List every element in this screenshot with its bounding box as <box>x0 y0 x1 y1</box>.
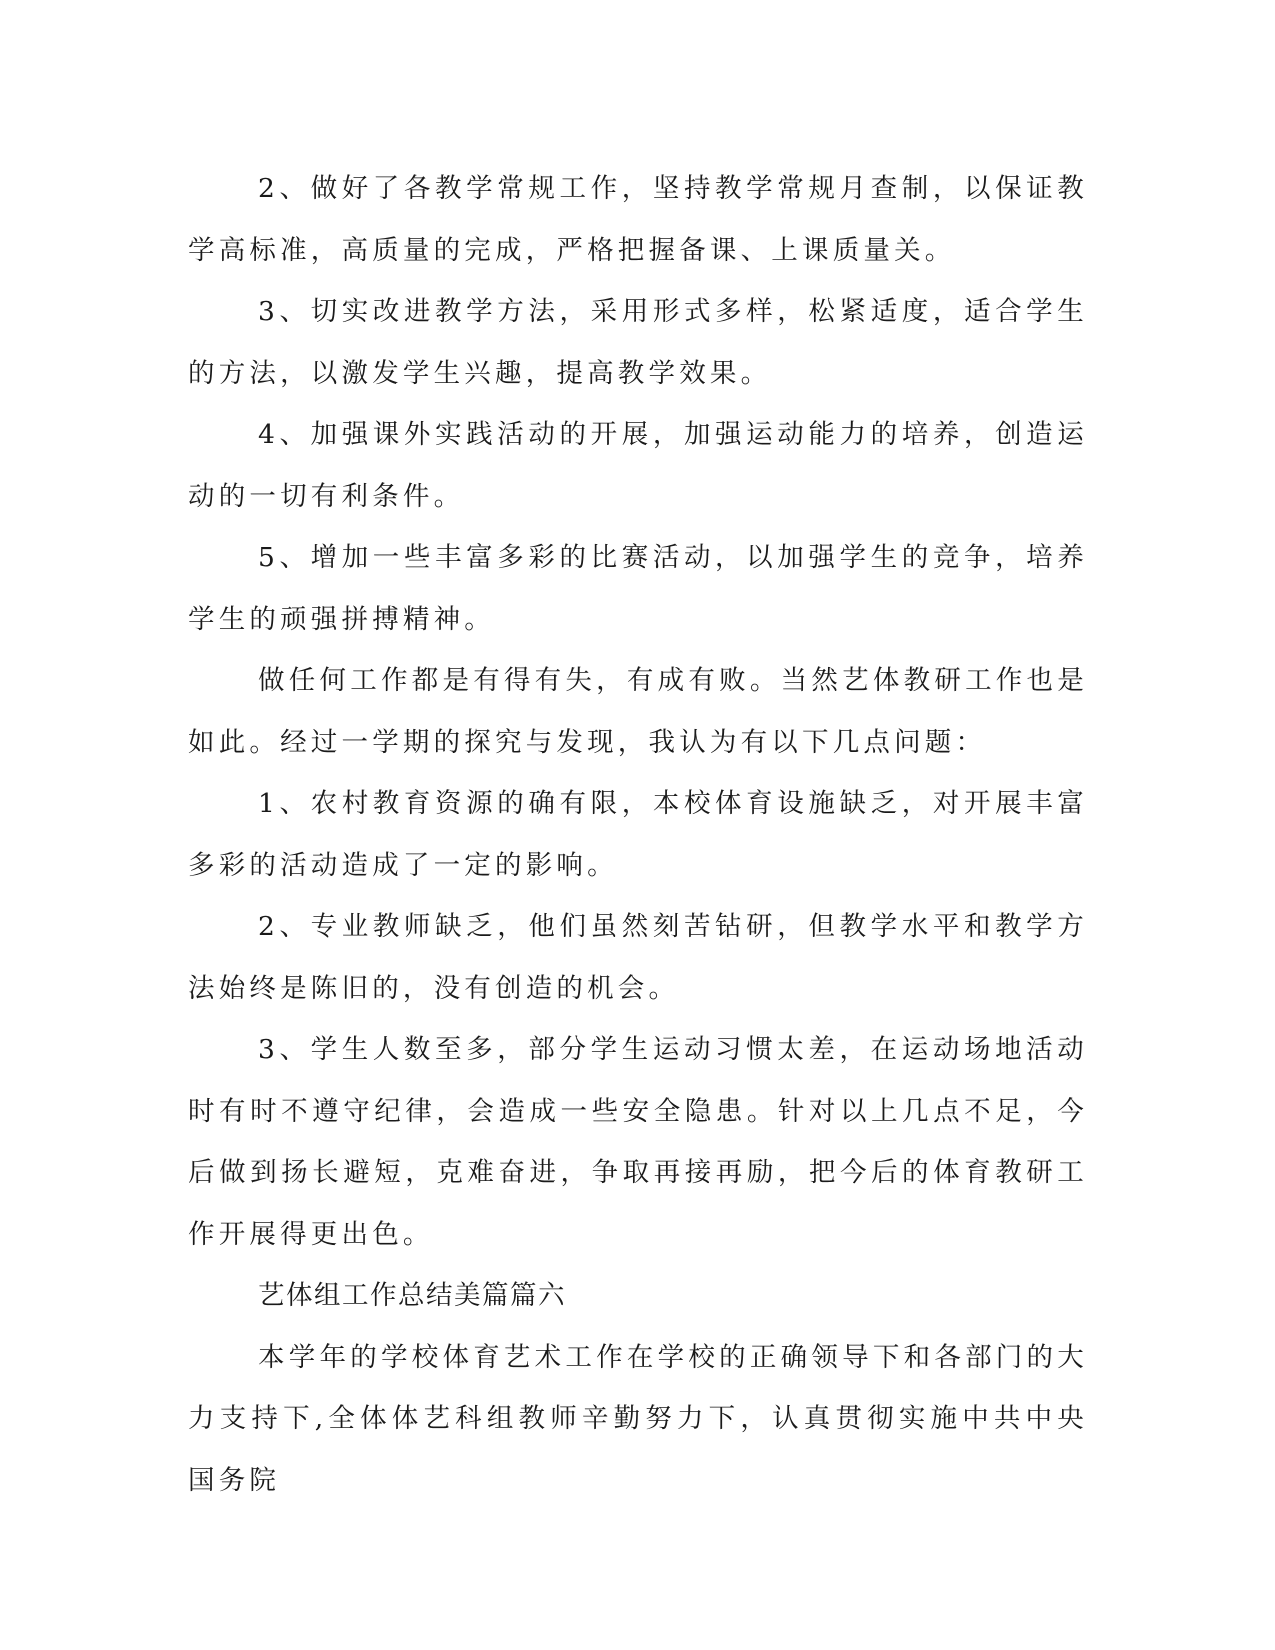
paragraph-item-4-activities: 4、加强课外实践活动的开展，加强运动能力的培养，创造运动的一切有利条件。 <box>188 419 1088 512</box>
document-body <box>188 158 1088 1511</box>
paragraph-problem-1-resources: 1、农村教育资源的确有限，本校体育设施缺乏，对开展丰富多彩的活动造成了一定的影响。 <box>188 788 1088 881</box>
section-heading: 艺体组工作总结美篇篇六 <box>258 1280 566 1311</box>
paragraph-closing: 本学年的学校体育艺术工作在学校的正确领导下和各部门的大力支持下,全体体艺科组教师辛勤努力下，认真贯彻实施中共中央国务院 <box>188 1341 1088 1496</box>
paragraph-problem-3-students: 3、学生人数至多，部分学生运动习惯太差，在运动场地活动时有时不遵守纪律，会造成一些安全隐患。针对以上几点不足，今后做到扬长避短，克难奋进，争取再接再励，把今后的体育教研工作开展得更出色。 <box>188 1034 1088 1250</box>
paragraph-item-3-methods: 3、切实改进教学方法，采用形式多样，松紧适度，适合学生的方法，以激发学生兴趣，提高教学效果。 <box>188 296 1088 389</box>
paragraph-item-5-competitions: 5、增加一些丰富多彩的比赛活动，以加强学生的竞争，培养学生的顽强拼搏精神。 <box>188 542 1088 635</box>
paragraph-item-2-routine: 2、做好了各教学常规工作，坚持教学常规月查制，以保证教学高标准，高质量的完成，严格把握备课、上课质量关。 <box>188 173 1088 266</box>
paragraph-problem-2-teachers: 2、专业教师缺乏，他们虽然刻苦钻研，但教学水平和教学方法始终是陈旧的，没有创造的机会。 <box>188 911 1088 1004</box>
paragraph-problems-intro: 做任何工作都是有得有失，有成有败。当然艺体教研工作也是如此。经过一学期的探究与发现，我认为有以下几点问题： <box>188 665 1088 758</box>
